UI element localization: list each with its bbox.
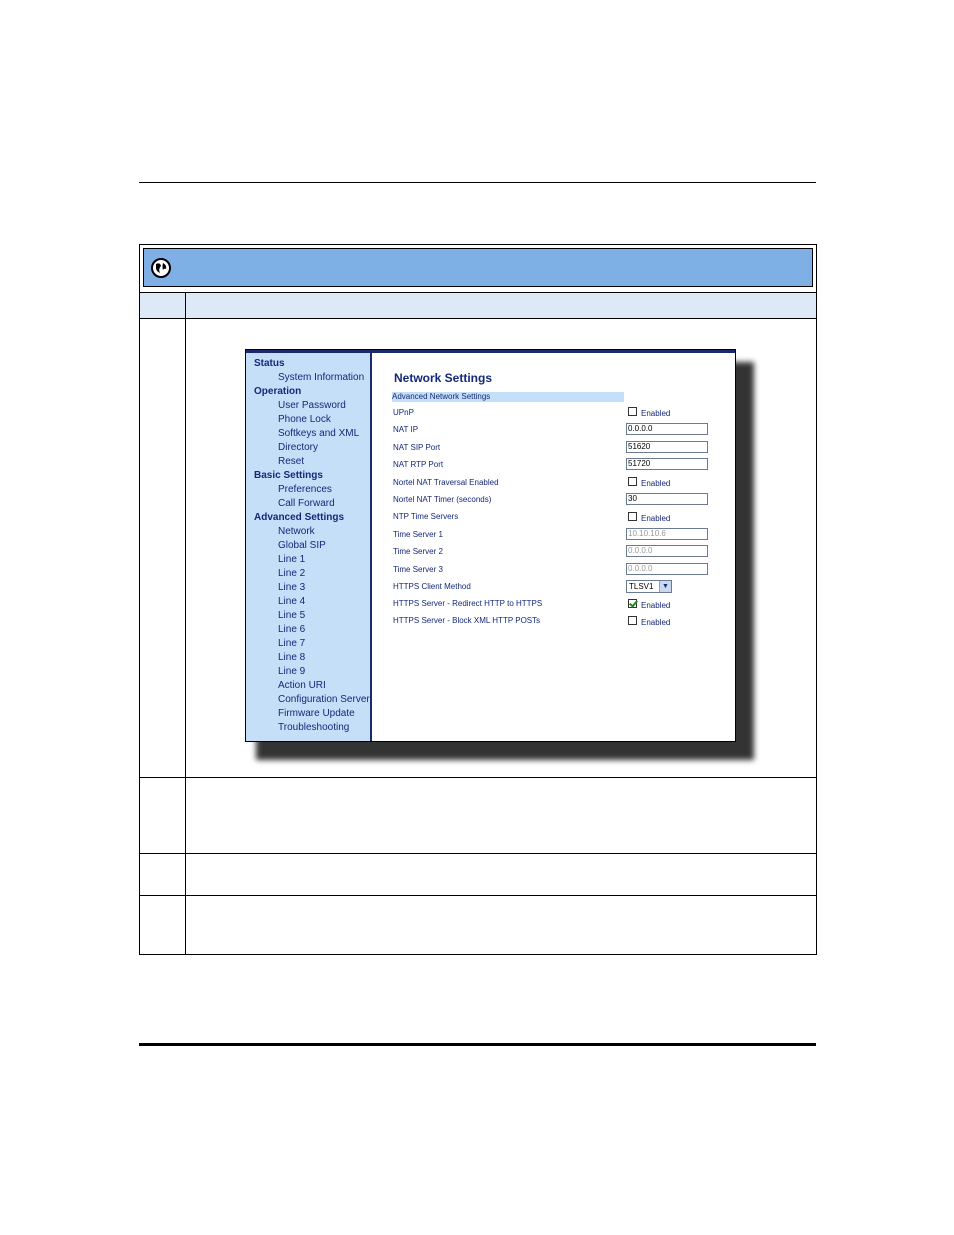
nortel-nat-enabled-label: Enabled	[641, 479, 671, 488]
network-settings-panel	[372, 353, 735, 741]
page-title: Network Settings	[394, 371, 493, 385]
chevron-down-icon[interactable]: ▼	[659, 581, 671, 592]
sidebar-item-configuration-server[interactable]: Configuration Server	[278, 694, 370, 705]
sidebar-item-line-7[interactable]: Line 7	[278, 638, 306, 649]
sidebar-item-action-uri[interactable]: Action URI	[278, 680, 326, 691]
sidebar-item-call-forward[interactable]: Call Forward	[278, 498, 335, 509]
sidebar-item-user-password[interactable]: User Password	[278, 400, 346, 411]
https-redirect-enabled-label: Enabled	[641, 601, 671, 610]
sidebar-item-line-9[interactable]: Line 9	[278, 666, 306, 677]
top-rule	[139, 182, 816, 183]
globe-icon	[151, 258, 171, 278]
sidebar-nav	[246, 353, 372, 741]
nav-section-status[interactable]: Status	[254, 358, 285, 369]
upnp-enabled-label: Enabled	[641, 409, 671, 418]
sidebar-item-firmware-update[interactable]: Firmware Update	[278, 708, 355, 719]
https-method-value: TLSV1	[629, 582, 654, 591]
nav-section-advanced-settings[interactable]: Advanced Settings	[254, 512, 345, 523]
https-block-checkbox[interactable]	[628, 616, 637, 625]
nortel-nat-checkbox[interactable]	[628, 477, 637, 486]
sidebar-item-preferences[interactable]: Preferences	[278, 484, 332, 495]
sidebar-item-line-6[interactable]: Line 6	[278, 624, 306, 635]
sidebar-item-global-sip[interactable]: Global SIP	[278, 540, 326, 551]
sidebar-item-system-information[interactable]: System Information	[278, 372, 365, 383]
sidebar-item-line-4[interactable]: Line 4	[278, 596, 306, 607]
time-server-1-label: Time Server 1	[393, 530, 443, 539]
nat-sip-port-input[interactable]: 51620	[626, 441, 708, 453]
sidebar-item-phone-lock[interactable]: Phone Lock	[278, 414, 331, 425]
nortel-nat-label: Nortel NAT Traversal Enabled	[393, 478, 499, 487]
ntp-enabled-label: Enabled	[641, 514, 671, 523]
nortel-timer-label: Nortel NAT Timer (seconds)	[393, 495, 492, 504]
time-server-2-input[interactable]: 0.0.0.0	[626, 545, 708, 557]
column-divider	[185, 292, 186, 955]
bottom-rule	[139, 1043, 816, 1046]
time-server-1-input[interactable]: 10.10.10.6	[626, 528, 708, 540]
row-divider	[140, 895, 816, 896]
upnp-label: UPnP	[393, 408, 414, 417]
sidebar-item-line-5[interactable]: Line 5	[278, 610, 306, 621]
nat-sip-port-label: NAT SIP Port	[393, 443, 441, 452]
sidebar-item-softkeys-and-xml[interactable]: Softkeys and XML	[278, 428, 360, 439]
web-ui-screenshot	[245, 349, 736, 742]
https-block-enabled-label: Enabled	[641, 618, 671, 627]
sidebar-item-line-1[interactable]: Line 1	[278, 554, 306, 565]
sidebar-item-troubleshooting[interactable]: Troubleshooting	[278, 722, 350, 733]
time-server-3-label: Time Server 3	[393, 565, 443, 574]
ntp-checkbox[interactable]	[628, 512, 637, 521]
row-divider	[140, 853, 816, 854]
table-header-row	[140, 292, 816, 319]
https-method-label: HTTPS Client Method	[393, 582, 471, 591]
ntp-label: NTP Time Servers	[393, 512, 459, 521]
time-server-3-input[interactable]: 0.0.0.0	[626, 563, 708, 575]
https-block-label: HTTPS Server - Block XML HTTP POSTs	[393, 616, 541, 625]
https-method-select[interactable]	[626, 580, 672, 593]
sidebar-item-line-3[interactable]: Line 3	[278, 582, 306, 593]
sidebar-item-line-2[interactable]: Line 2	[278, 568, 306, 579]
nat-ip-input[interactable]: 0.0.0.0	[626, 423, 708, 435]
section-header: Advanced Network Settings	[392, 392, 624, 402]
nat-rtp-port-input[interactable]: 51720	[626, 458, 708, 470]
nav-section-basic-settings[interactable]: Basic Settings	[254, 470, 323, 481]
sidebar-item-line-8[interactable]: Line 8	[278, 652, 306, 663]
upnp-checkbox[interactable]	[628, 407, 637, 416]
sidebar-item-directory[interactable]: Directory	[278, 442, 319, 453]
table-banner	[143, 248, 813, 287]
row-divider	[140, 777, 816, 778]
nav-section-operation[interactable]: Operation	[254, 386, 302, 397]
nat-ip-label: NAT IP	[393, 425, 419, 434]
sidebar-item-reset[interactable]: Reset	[278, 456, 305, 467]
nat-rtp-port-label: NAT RTP Port	[393, 460, 444, 469]
time-server-2-label: Time Server 2	[393, 547, 443, 556]
https-redirect-label: HTTPS Server - Redirect HTTP to HTTPS	[393, 599, 543, 608]
sidebar-item-network[interactable]: Network	[278, 526, 315, 537]
https-redirect-checkbox[interactable]	[628, 599, 637, 608]
nortel-timer-input[interactable]: 30	[626, 493, 708, 505]
